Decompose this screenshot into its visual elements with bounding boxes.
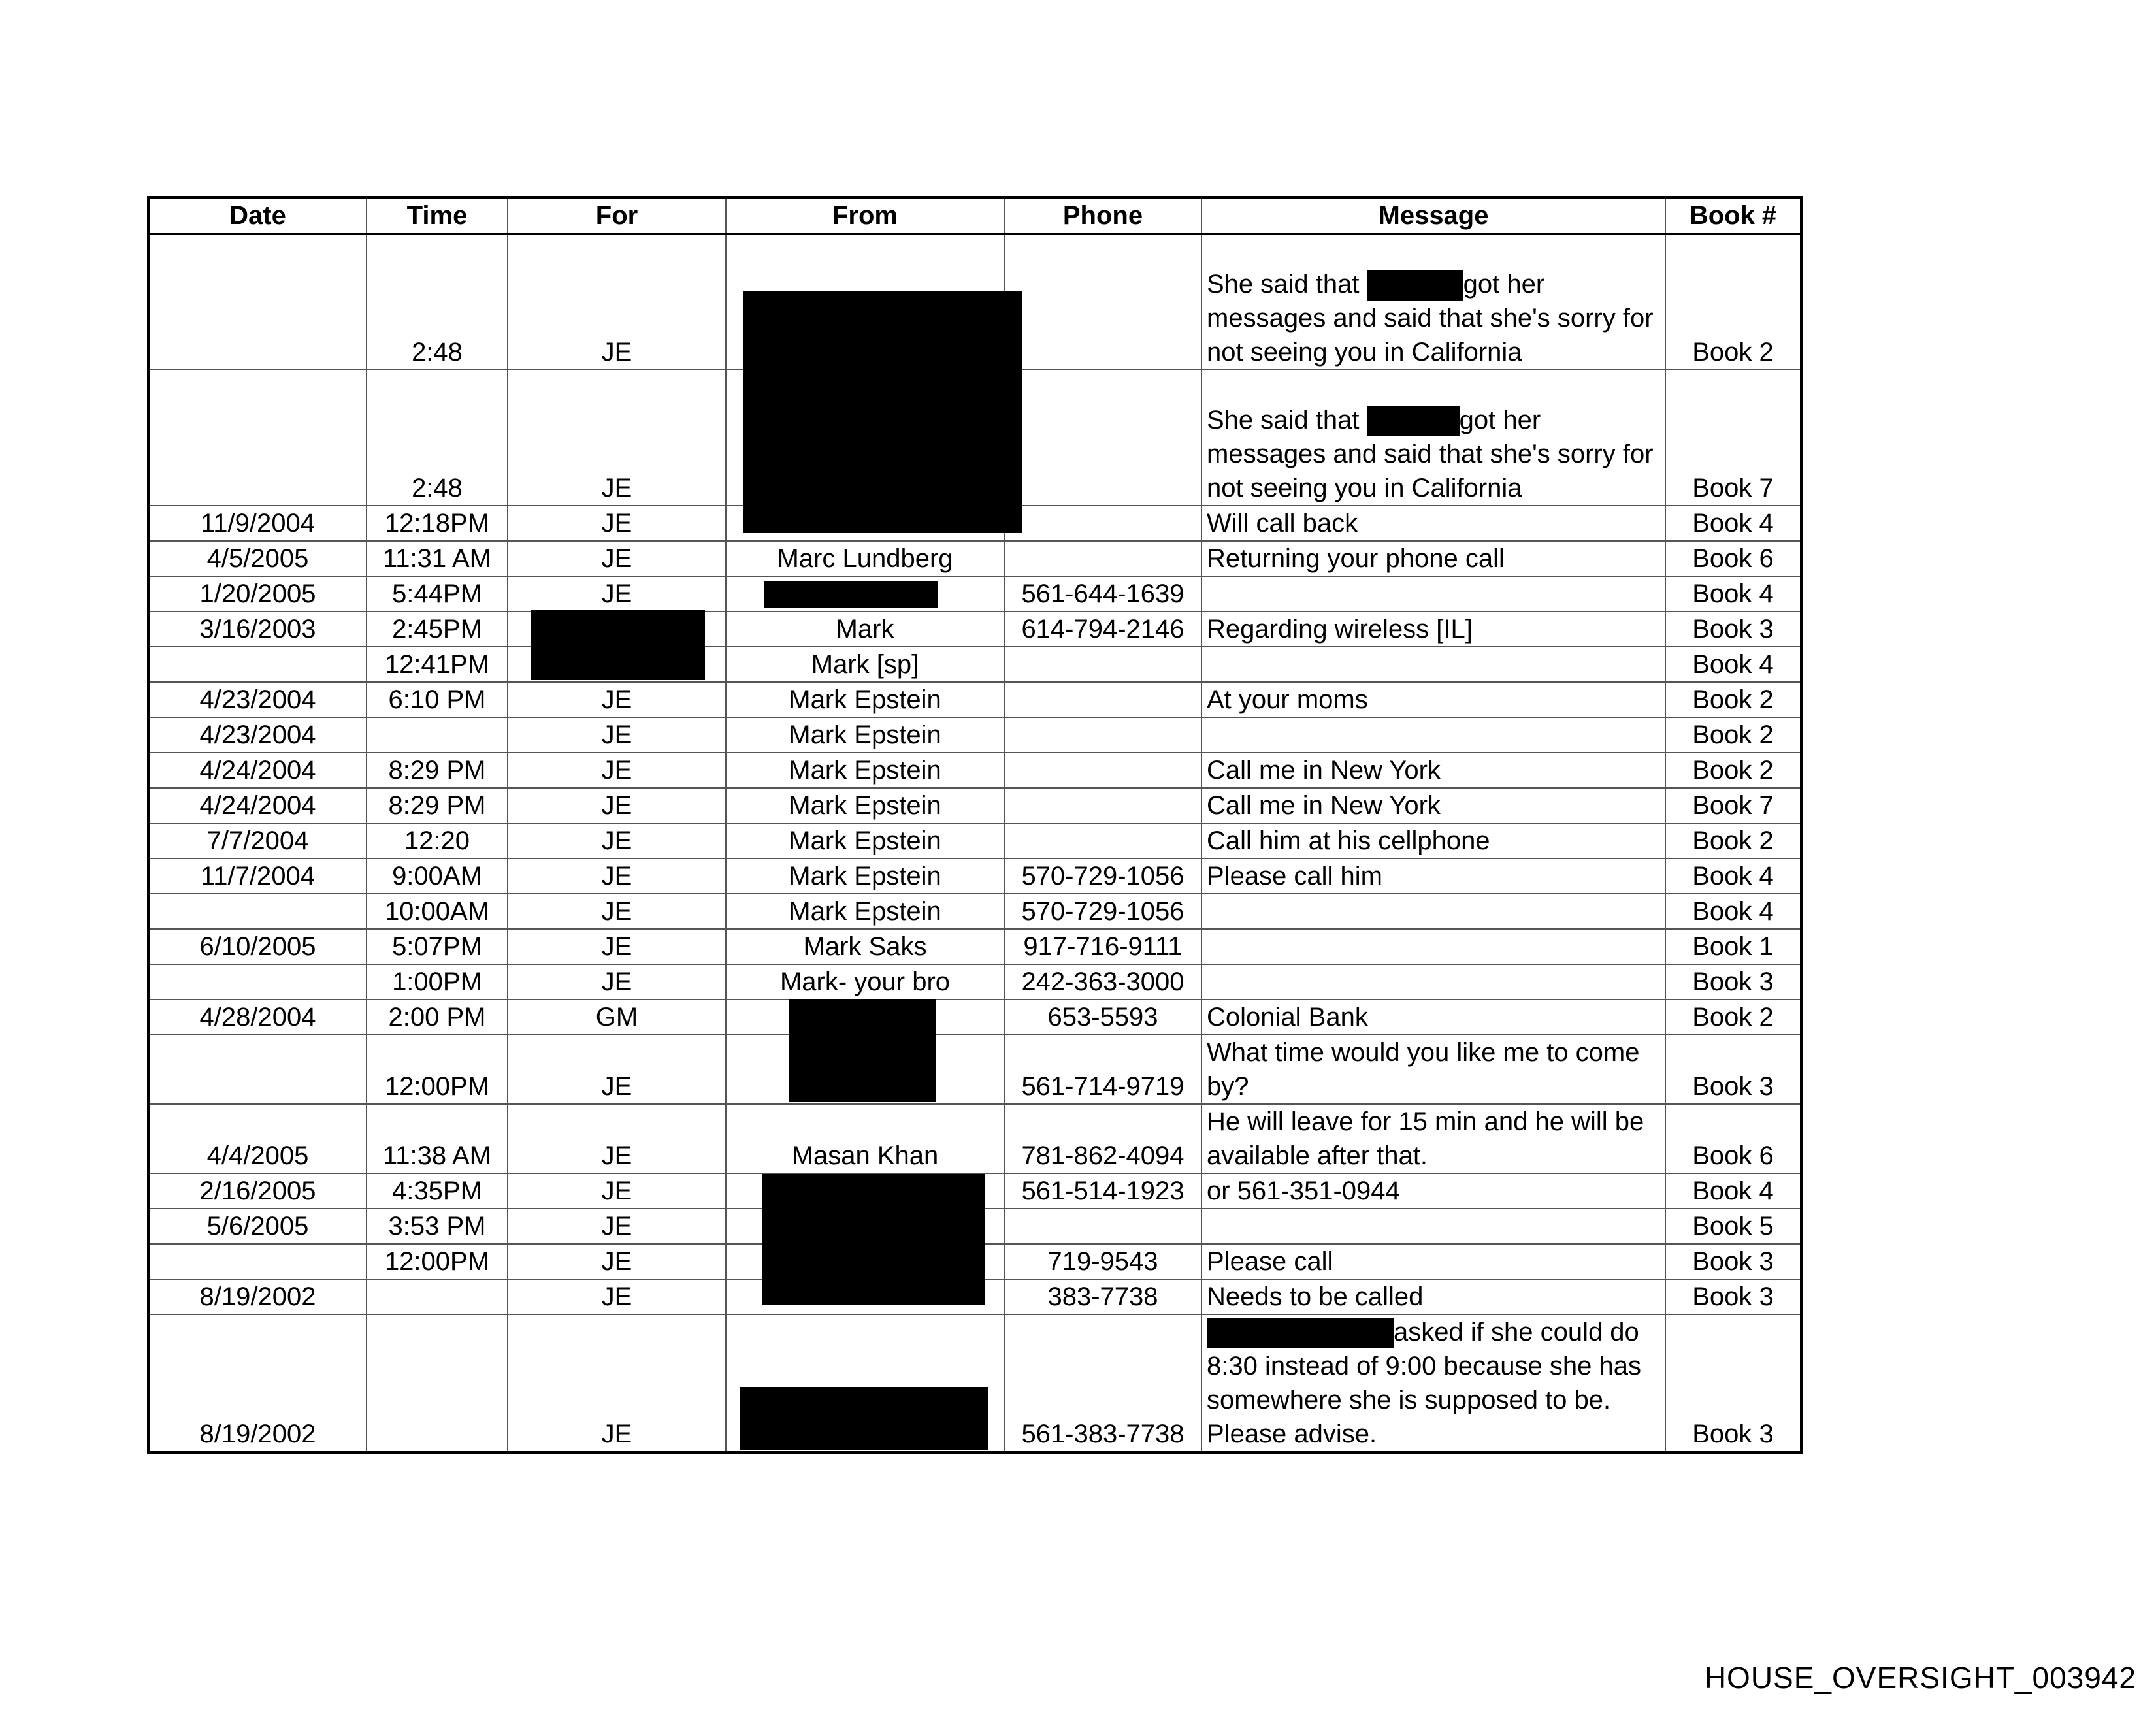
- date-cell: [148, 370, 367, 506]
- for-cell: JE: [508, 682, 726, 717]
- redaction-block: [1367, 270, 1463, 301]
- date-cell: [148, 234, 367, 370]
- book-cell: Book 6: [1665, 1104, 1801, 1173]
- date-cell: 11/9/2004: [148, 506, 367, 541]
- from-cell: Mark Epstein: [726, 717, 1004, 753]
- table-row: [148, 1000, 1801, 1035]
- phone-cell: 561-714-9719: [1004, 1035, 1201, 1104]
- from-cell: [726, 576, 1004, 611]
- from-cell: Mark Epstein: [726, 753, 1004, 788]
- phone-cell: 561-383-7738: [1004, 1314, 1201, 1452]
- for-cell: JE: [508, 370, 726, 506]
- column-header-date: Date: [148, 197, 367, 234]
- redaction-block: [740, 1387, 988, 1450]
- table-body: [148, 234, 1801, 1452]
- message-text: got her messages and said that she's sorry for not seeing you in California: [1207, 269, 1654, 367]
- book-cell: Book 6: [1665, 541, 1801, 576]
- from-cell: [726, 234, 1004, 370]
- phone-cell: [1004, 647, 1201, 682]
- message-cell: [1201, 647, 1665, 682]
- phone-cell: 561-514-1923: [1004, 1173, 1201, 1209]
- time-cell: 12:18PM: [367, 506, 508, 541]
- book-cell: Book 4: [1665, 1173, 1801, 1209]
- time-cell: 2:45PM: [367, 611, 508, 647]
- message-cell: Call me in New York: [1201, 753, 1665, 788]
- from-cell: [726, 1314, 1004, 1452]
- phone-cell: [1004, 717, 1201, 753]
- book-cell: Book 4: [1665, 647, 1801, 682]
- for-cell: GM: [508, 1000, 726, 1035]
- phone-cell: [1004, 682, 1201, 717]
- for-cell: JE: [508, 1104, 726, 1173]
- for-cell: JE: [508, 717, 726, 753]
- message-cell: Please call him: [1201, 858, 1665, 894]
- message-text: asked if she could do 8:30 instead of 9:00 because she has somewhere she is supposed to be. Please advise.: [1207, 1317, 1641, 1448]
- date-cell: [148, 1244, 367, 1279]
- time-cell: 11:31 AM: [367, 541, 508, 576]
- time-cell: 11:38 AM: [367, 1104, 508, 1173]
- time-cell: 8:29 PM: [367, 788, 508, 823]
- phone-cell: [1004, 823, 1201, 858]
- for-cell: JE: [508, 576, 726, 611]
- book-cell: Book 2: [1665, 823, 1801, 858]
- message-cell: Regarding wireless [IL]: [1201, 611, 1665, 647]
- book-cell: Book 2: [1665, 753, 1801, 788]
- time-cell: 12:41PM: [367, 647, 508, 682]
- book-cell: Book 4: [1665, 858, 1801, 894]
- phone-cell: 561-644-1639: [1004, 576, 1201, 611]
- phone-cell: 614-794-2146: [1004, 611, 1201, 647]
- phone-cell: 653-5593: [1004, 1000, 1201, 1035]
- for-cell: JE: [508, 929, 726, 964]
- phone-cell: 781-862-4094: [1004, 1104, 1201, 1173]
- column-header-message: Message: [1201, 197, 1665, 234]
- from-cell: Masan Khan: [726, 1104, 1004, 1173]
- book-cell: Book 2: [1665, 717, 1801, 753]
- redaction-block: [1207, 1318, 1394, 1348]
- phone-cell: [1004, 753, 1201, 788]
- table-row: [148, 234, 1801, 370]
- for-cell: JE: [508, 234, 726, 370]
- message-cell: At your moms: [1201, 682, 1665, 717]
- table-row: [148, 541, 1801, 576]
- from-cell: Mark- your bro: [726, 964, 1004, 1000]
- message-cell: Call me in New York: [1201, 788, 1665, 823]
- table-row: [148, 858, 1801, 894]
- time-cell: 1:00PM: [367, 964, 508, 1000]
- message-cell: [1201, 894, 1665, 929]
- date-cell: [148, 964, 367, 1000]
- time-cell: 6:10 PM: [367, 682, 508, 717]
- time-cell: 5:07PM: [367, 929, 508, 964]
- table-row: [148, 788, 1801, 823]
- from-cell: Mark Epstein: [726, 788, 1004, 823]
- message-text: She said that: [1207, 405, 1360, 434]
- column-header-phone: Phone: [1004, 197, 1201, 234]
- date-cell: 4/23/2004: [148, 717, 367, 753]
- message-text: got her messages and said that she's sorry for not seeing you in California: [1207, 405, 1654, 502]
- book-cell: Book 3: [1665, 1314, 1801, 1452]
- from-cell: Mark Epstein: [726, 823, 1004, 858]
- message-cell: Please call: [1201, 1244, 1665, 1279]
- message-cell: [1201, 1209, 1665, 1244]
- table-row: [148, 894, 1801, 929]
- date-cell: 8/19/2002: [148, 1279, 367, 1314]
- table-row: [148, 1104, 1801, 1173]
- for-cell: JE: [508, 964, 726, 1000]
- date-cell: 3/16/2003: [148, 611, 367, 647]
- book-cell: Book 4: [1665, 506, 1801, 541]
- from-cell: Mark Epstein: [726, 894, 1004, 929]
- for-cell: JE: [508, 1244, 726, 1279]
- redaction-block: [789, 999, 936, 1102]
- column-header-from: From: [726, 197, 1004, 234]
- book-cell: Book 3: [1665, 1244, 1801, 1279]
- message-cell: [1201, 234, 1665, 370]
- phone-cell: 917-716-9111: [1004, 929, 1201, 964]
- message-cell: [1201, 1314, 1665, 1452]
- book-cell: Book 1: [1665, 929, 1801, 964]
- book-cell: Book 3: [1665, 1035, 1801, 1104]
- time-cell: [367, 1279, 508, 1314]
- column-header-for: For: [508, 197, 726, 234]
- time-cell: 12:00PM: [367, 1244, 508, 1279]
- time-cell: 12:00PM: [367, 1035, 508, 1104]
- message-cell: What time would you like me to come by?: [1201, 1035, 1665, 1104]
- table-row: [148, 929, 1801, 964]
- phone-cell: 570-729-1056: [1004, 858, 1201, 894]
- time-cell: 2:48: [367, 234, 508, 370]
- message-cell: Needs to be called: [1201, 1279, 1665, 1314]
- table-row: [148, 611, 1801, 647]
- table-row: [148, 682, 1801, 717]
- book-cell: Book 7: [1665, 788, 1801, 823]
- time-cell: [367, 717, 508, 753]
- phone-cell: [1004, 541, 1201, 576]
- phone-cell: 719-9543: [1004, 1244, 1201, 1279]
- message-cell: Call him at his cellphone: [1201, 823, 1665, 858]
- message-cell: [1201, 929, 1665, 964]
- redaction-block: [764, 581, 938, 608]
- time-cell: [367, 1314, 508, 1452]
- time-cell: 9:00AM: [367, 858, 508, 894]
- column-header-time: Time: [367, 197, 508, 234]
- date-cell: 4/23/2004: [148, 682, 367, 717]
- message-cell: Will call back: [1201, 506, 1665, 541]
- date-cell: 7/7/2004: [148, 823, 367, 858]
- phone-cell: [1004, 234, 1201, 370]
- for-cell: JE: [508, 1209, 726, 1244]
- time-cell: 10:00AM: [367, 894, 508, 929]
- table-row: [148, 647, 1801, 682]
- book-cell: Book 4: [1665, 894, 1801, 929]
- redaction-block: [762, 1174, 985, 1305]
- time-cell: 12:20: [367, 823, 508, 858]
- from-cell: Mark [sp]: [726, 647, 1004, 682]
- book-cell: Book 2: [1665, 234, 1801, 370]
- table-row: [148, 823, 1801, 858]
- redaction-block: [743, 291, 1022, 533]
- message-cell: Returning your phone call: [1201, 541, 1665, 576]
- table-row: [148, 753, 1801, 788]
- for-cell: JE: [508, 1279, 726, 1314]
- date-cell: 8/19/2002: [148, 1314, 367, 1452]
- phone-cell: 383-7738: [1004, 1279, 1201, 1314]
- for-cell: JE: [508, 823, 726, 858]
- table-row: [148, 717, 1801, 753]
- for-cell: JE: [508, 858, 726, 894]
- for-cell: JE: [508, 753, 726, 788]
- phone-cell: [1004, 506, 1201, 541]
- table-row: [148, 1314, 1801, 1452]
- from-cell: Marc Lundberg: [726, 541, 1004, 576]
- message-cell: or 561-351-0944: [1201, 1173, 1665, 1209]
- book-cell: Book 3: [1665, 611, 1801, 647]
- book-cell: Book 3: [1665, 964, 1801, 1000]
- from-cell: [726, 1173, 1004, 1209]
- from-cell: Mark Epstein: [726, 682, 1004, 717]
- from-cell: Mark Epstein: [726, 858, 1004, 894]
- bates-number: HOUSE_OVERSIGHT_003942: [1704, 1661, 2136, 1695]
- date-cell: [148, 894, 367, 929]
- time-cell: 8:29 PM: [367, 753, 508, 788]
- for-cell: JE: [508, 788, 726, 823]
- phone-message-log-table: [147, 196, 1803, 1454]
- time-cell: 2:00 PM: [367, 1000, 508, 1035]
- date-cell: 11/7/2004: [148, 858, 367, 894]
- table-row: [148, 576, 1801, 611]
- date-cell: 4/24/2004: [148, 753, 367, 788]
- book-cell: Book 3: [1665, 1279, 1801, 1314]
- for-cell: JE: [508, 541, 726, 576]
- table-row: [148, 1173, 1801, 1209]
- for-cell: [508, 611, 726, 647]
- redaction-block: [531, 610, 705, 680]
- message-cell: [1201, 370, 1665, 506]
- book-cell: Book 7: [1665, 370, 1801, 506]
- phone-cell: [1004, 788, 1201, 823]
- time-cell: 4:35PM: [367, 1173, 508, 1209]
- redaction-block: [1367, 406, 1460, 436]
- date-cell: 6/10/2005: [148, 929, 367, 964]
- date-cell: 4/24/2004: [148, 788, 367, 823]
- book-cell: Book 2: [1665, 682, 1801, 717]
- phone-cell: 242-363-3000: [1004, 964, 1201, 1000]
- for-cell: JE: [508, 1035, 726, 1104]
- for-cell: JE: [508, 1173, 726, 1209]
- date-cell: 4/5/2005: [148, 541, 367, 576]
- time-cell: 3:53 PM: [367, 1209, 508, 1244]
- book-cell: Book 4: [1665, 576, 1801, 611]
- header-row: [148, 197, 1801, 234]
- table-row: [148, 1035, 1801, 1104]
- for-cell: JE: [508, 894, 726, 929]
- message-cell: [1201, 964, 1665, 1000]
- message-cell: [1201, 576, 1665, 611]
- date-cell: 4/4/2005: [148, 1104, 367, 1173]
- phone-cell: 570-729-1056: [1004, 894, 1201, 929]
- phone-cell: [1004, 1209, 1201, 1244]
- date-cell: 5/6/2005: [148, 1209, 367, 1244]
- for-cell: JE: [508, 1314, 726, 1452]
- message-cell: Colonial Bank: [1201, 1000, 1665, 1035]
- from-cell: Mark: [726, 611, 1004, 647]
- date-cell: 4/28/2004: [148, 1000, 367, 1035]
- for-cell: JE: [508, 506, 726, 541]
- column-header-book: Book #: [1665, 197, 1801, 234]
- date-cell: [148, 647, 367, 682]
- time-cell: 2:48: [367, 370, 508, 506]
- from-cell: [726, 1000, 1004, 1035]
- message-text: She said that: [1207, 269, 1360, 299]
- message-cell: He will leave for 15 min and he will be available after that.: [1201, 1104, 1665, 1173]
- date-cell: 2/16/2005: [148, 1173, 367, 1209]
- book-cell: Book 5: [1665, 1209, 1801, 1244]
- table-row: [148, 964, 1801, 1000]
- date-cell: [148, 1035, 367, 1104]
- from-cell: Mark Saks: [726, 929, 1004, 964]
- date-cell: 1/20/2005: [148, 576, 367, 611]
- message-cell: [1201, 717, 1665, 753]
- phone-cell: [1004, 370, 1201, 506]
- book-cell: Book 2: [1665, 1000, 1801, 1035]
- time-cell: 5:44PM: [367, 576, 508, 611]
